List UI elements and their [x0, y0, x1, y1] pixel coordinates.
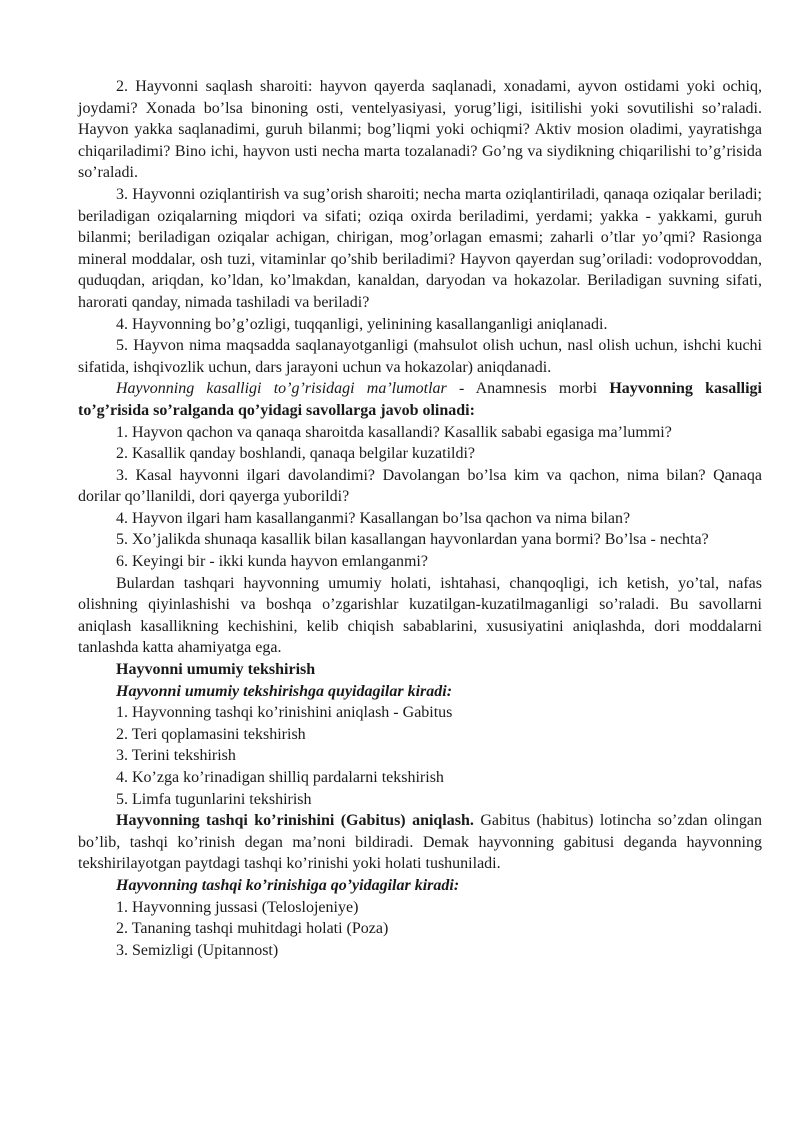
anamnesis-label: - Anamnesis morbi — [446, 380, 610, 398]
question-2: 2. Kasallik qanday boshlandi, qanaqa belgilar kuzatildi? — [116, 445, 475, 463]
list-item: 1. Hayvonning jussasi (Teloslojeniye) — [116, 898, 359, 916]
subheading-general-exam-includes: Hayvonni umumiy tekshirishga quyidagilar kiradi: — [116, 682, 453, 700]
list-item: 5. Limfa tugunlarini tekshirish — [116, 790, 312, 808]
gabitus-heading-bold: Hayvonning tashqi ko’rinishini (Gabitus) aniqlash. — [116, 812, 474, 830]
anamnesis-intro-bold: Hayvonning kasalligi to’g’risida so’ralganda qo’yidagi savollarga javob olinadi: — [78, 380, 762, 419]
anamnesis-heading-italic: Hayvonning kasalligi to’g’risidagi ma’lumotlar — [116, 380, 447, 398]
paragraph-feeding-conditions: 3. Hayvonni oziqlantirish va sug’orish sharoiti; necha marta oziqlantiriladi, qanaqa oziqalar beriladi; beriladigan oziqalarning miqdori va sifati; oziqa oxirda beriladimi, yerdami; yakka - yakkami, guruh bilanmi; beriladigan oziqalar achigan, chirigan, mog’orlagan emasmi; zaharli o’tlar yo’qmi? Rasionga mineral moddalar, osh tuzi, vitaminlar qo’shib beriladimi? Hayvon qayerdan sug’oriladi: vodoprovoddan, quduqdan, ariqdan, ko’ldan, ko’lmakdan, kanaldan, daryodan va hokazolar. Beriladigan suvning sifati, harorati qanday, nimada tashiladi va beriladi? — [78, 185, 762, 311]
paragraph-gabitus — [78, 810, 762, 875]
section-heading-general-exam: Hayvonni umumiy tekshirish — [116, 661, 316, 679]
subheading-external-appearance: Hayvonning tashqi ko’rinishiga qo’yidagilar kiradi: — [116, 876, 460, 894]
list-item: 3. Semizligi (Upitannost) — [116, 941, 279, 959]
gabitus-text: Gabitus (habitus) lotincha so’zdan olingan bo’lib, tashqi ko’rinish degan ma’noni bildiradi. Demak hayvonning gabitusi deganda hayvonning tekshirilayotgan paytdagi tashqi ko’rinishi yoki holati tushuniladi. — [78, 812, 762, 873]
list-item: 1. Hayvonning tashqi ko’rinishini aniqlash - Gabitus — [116, 704, 453, 722]
paragraph-additional-questions: Bulardan tashqari hayvonning umumiy holati, ishtahasi, chanqoqligi, ich ketish, yo’tal, nafas olishning qiyinlashishi va boshqa o’zgarishlar kuzatilgan-kuzatilmaganligi so’raladi. Bu savollarni aniqlash kasallikning kechishini, kelib chiqish sabablarini, xususiyatini aniqlashda, dori moddalarni tanlashda katta ahamiyatga ega. — [78, 574, 762, 657]
paragraph-anamnesis-morbi — [78, 378, 762, 421]
question-6: 6. Keyingi bir - ikki kunda hayvon emlanganmi? — [116, 553, 428, 571]
question-1: 1. Hayvon qachon va qanaqa sharoitda kasallandi? Kasallik sababi egasiga ma’lummi? — [116, 423, 672, 441]
paragraph-pregnancy: 4. Hayvonning bo’g’ozligi, tuqqanligi, yelinining kasallanganligi aniqlanadi. — [116, 315, 608, 333]
paragraph-keeping-conditions: 2. Hayvonni saqlash sharoiti: hayvon qayerda saqlanadi, xonadami, ayvon ostidami yoki ochiq, joydami? Xonada bo’lsa binoning osti, ventelyasiyasi, yorug’ligi, isitilishi yoki sovutilishi so’raladi. Hayvon yakka saqlanadimi, guruh bilanmi; bog’liqmi yoki ochiqmi? Aktiv mosion oladimi, yayratishga chiqariladimi? Bino ichi, hayvon usti necha marta tozalanadi? Go’ng va siydikning chiqarilishi to’g’risida so’raladi. — [78, 78, 762, 182]
question-3: 3. Kasal hayvonni ilgari davolandimi? Davolangan bo’lsa kim va qachon, nima bilan? Qanaqa dorilar qo’llanildi, dori qayerga yuborildi? — [78, 466, 762, 506]
list-item: 2. Tananing tashqi muhitdagi holati (Poza) — [116, 920, 389, 938]
paragraph-purpose: 5. Hayvon nima maqsadda saqlanayotganligi (mahsulot olish uchun, nasl olish uchun, ishchi kuchi sifatida, ishqivozlik uchun, dars jarayoni uchun va hokazolar) aniqdanadi. — [78, 337, 762, 376]
list-item: 3. Terini tekshirish — [116, 747, 236, 765]
question-5: 5. Xo’jalikda shunaqa kasallik bilan kasallangan hayvonlardan yana bormi? Bo’lsa - nechta? — [116, 531, 709, 549]
list-item: 2. Teri qoplamasini tekshirish — [116, 725, 306, 743]
list-item: 4. Ko’zga ko’rinadigan shilliq pardalarni tekshirish — [116, 769, 444, 786]
document-page — [78, 76, 762, 961]
question-4: 4. Hayvon ilgari ham kasallanganmi? Kasallangan bo’lsa qachon va nima bilan? — [116, 509, 631, 527]
